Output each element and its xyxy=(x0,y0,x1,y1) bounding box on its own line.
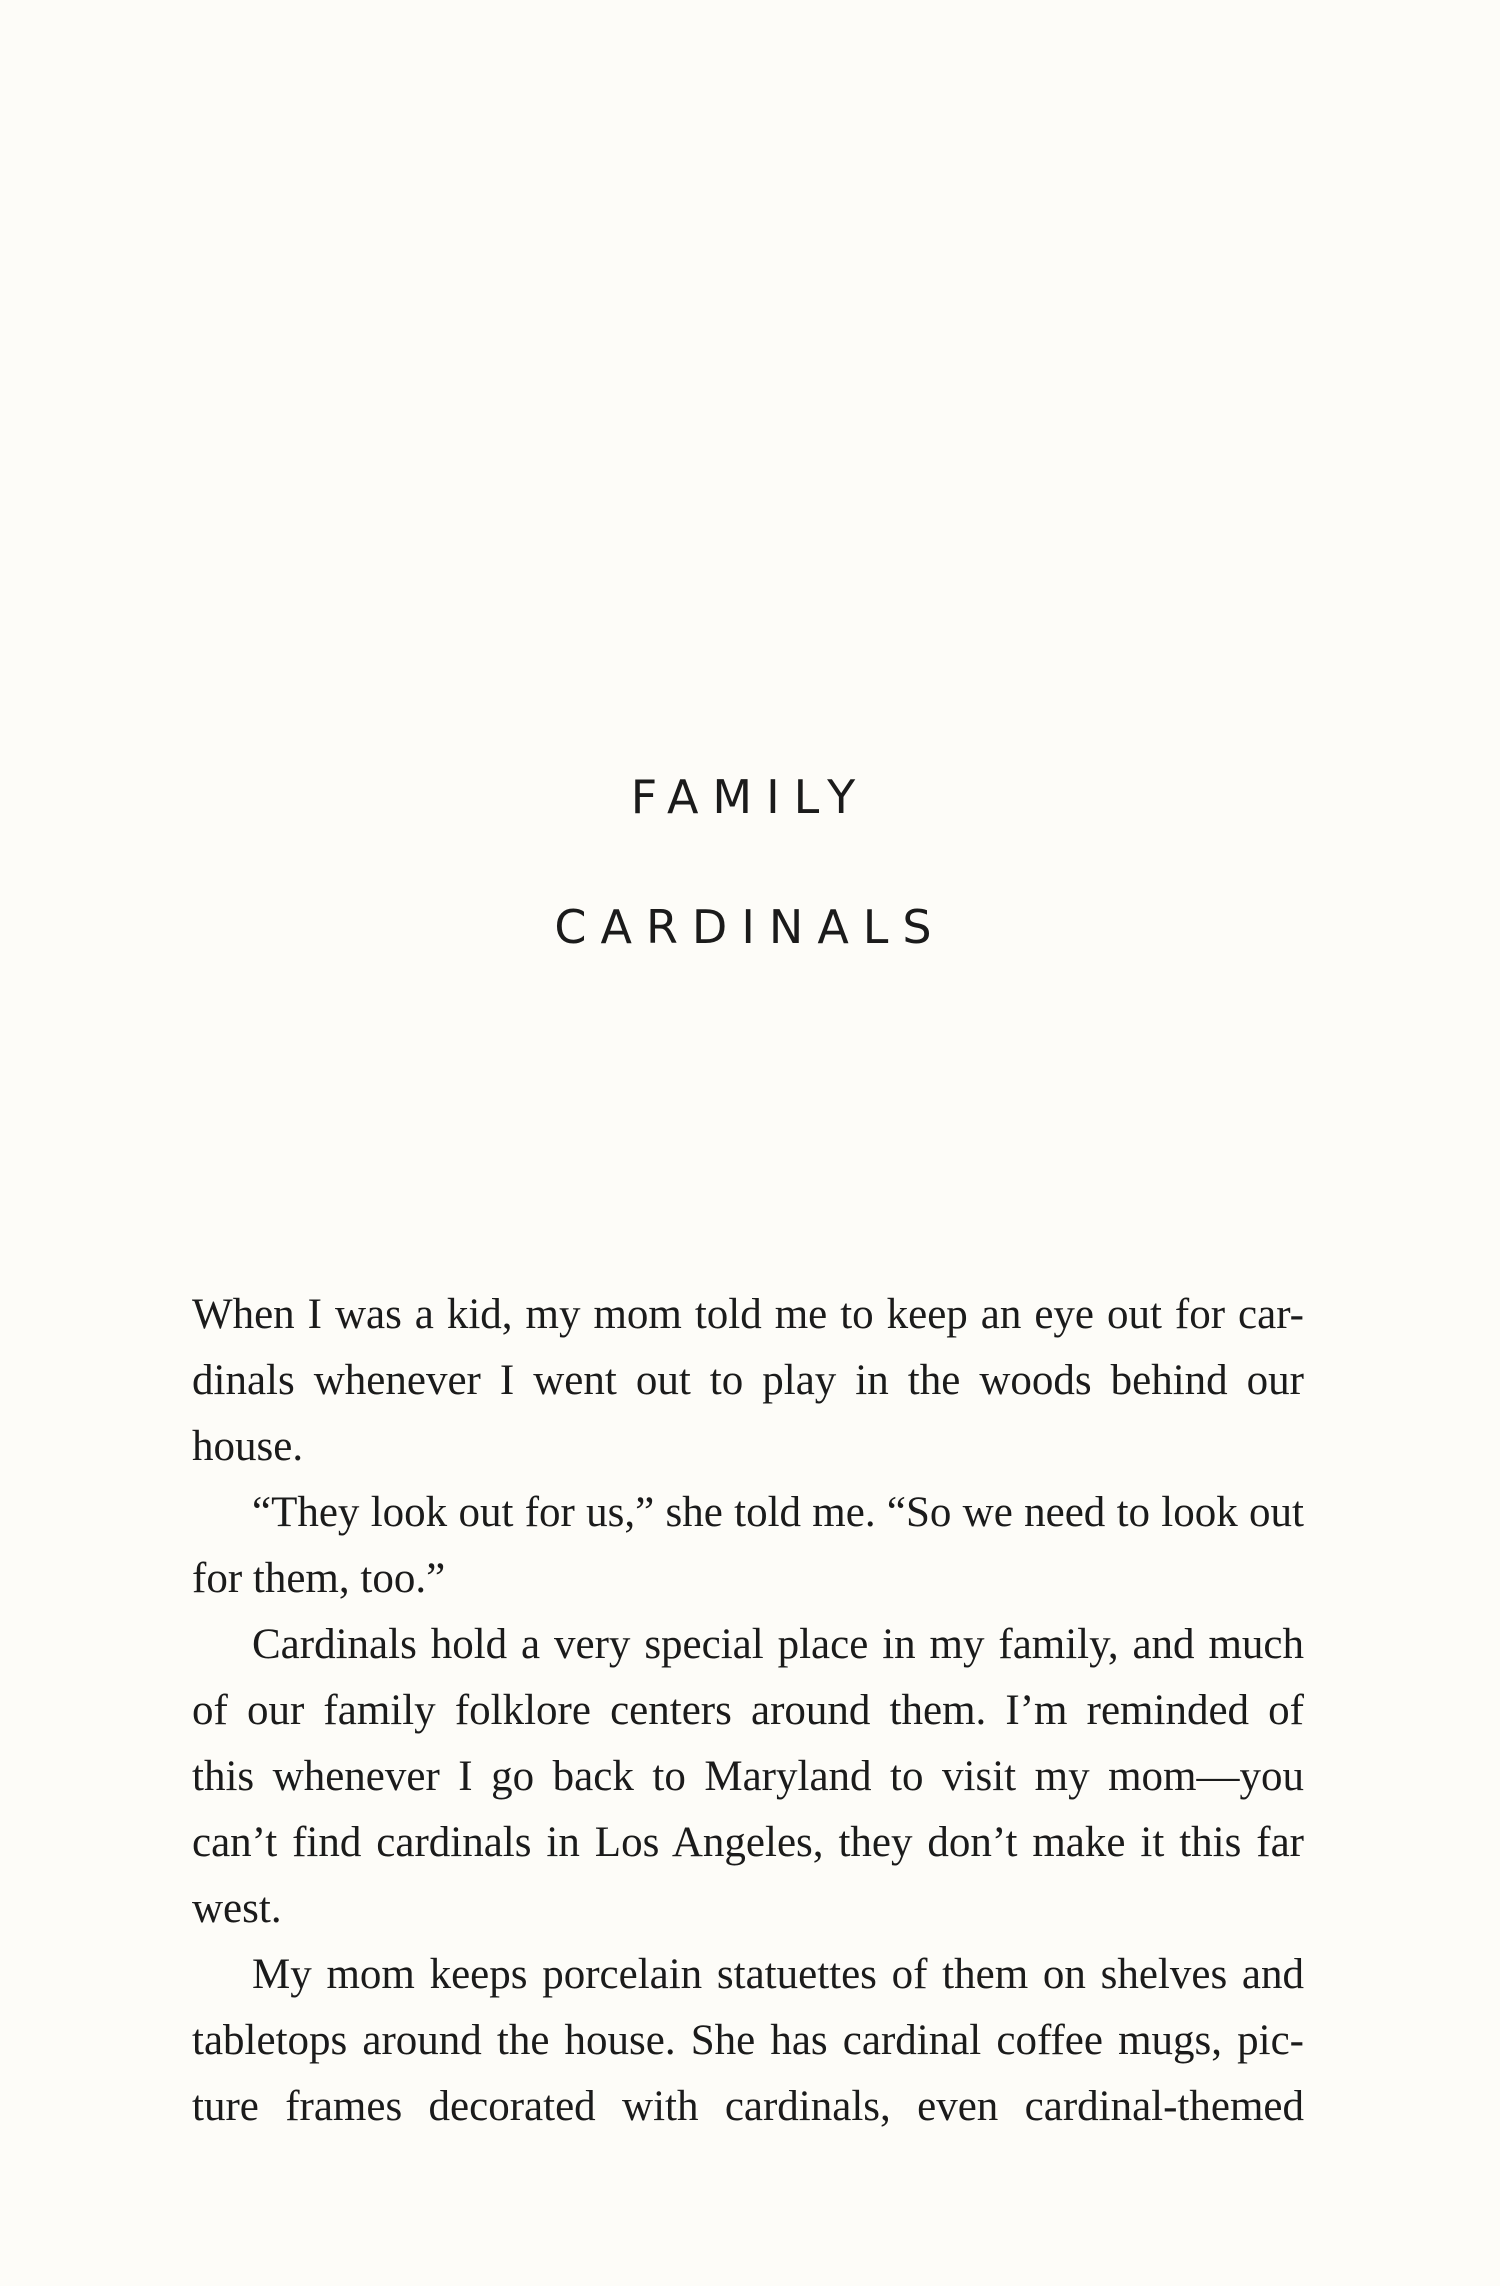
body-text xyxy=(192,1282,1304,2140)
text-line: can’t find cardinals in Los Angeles, they don’t make it this far xyxy=(192,1819,1304,1866)
text-line: When I was a kid, my mom told me to keep an eye out for car- xyxy=(192,1291,1304,1338)
chapter-title-line-2: CARDINALS xyxy=(554,900,946,954)
chapter-title-line-1: FAMILY xyxy=(630,770,870,824)
text-line: dinals whenever I went out to play in the woods behind our xyxy=(192,1357,1304,1404)
text-line: house. xyxy=(192,1423,304,1470)
text-line: Cardinals hold a very special place in my family, and much xyxy=(252,1621,1304,1668)
text-line: “They look out for us,” she told me. “So we need to look out xyxy=(252,1489,1304,1536)
paragraph-4 xyxy=(192,1942,1304,2140)
text-line: of our family folklore centers around them. I’m reminded of xyxy=(192,1687,1304,1734)
text-line: west. xyxy=(192,1885,282,1932)
text-line: for them, too.” xyxy=(192,1555,446,1602)
text-line: this whenever I go back to Maryland to visit my mom—you xyxy=(192,1753,1304,1800)
text-line: tabletops around the house. She has cardinal coffee mugs, pic- xyxy=(192,2017,1304,2064)
text-line: ture frames decorated with cardinals, even cardinal-themed xyxy=(192,2083,1304,2130)
text-line: My mom keeps porcelain statuettes of them on shelves and xyxy=(252,1951,1304,1998)
paragraph-3 xyxy=(192,1612,1304,1942)
paragraph-2 xyxy=(192,1480,1304,1612)
paragraph-1 xyxy=(192,1282,1304,1480)
